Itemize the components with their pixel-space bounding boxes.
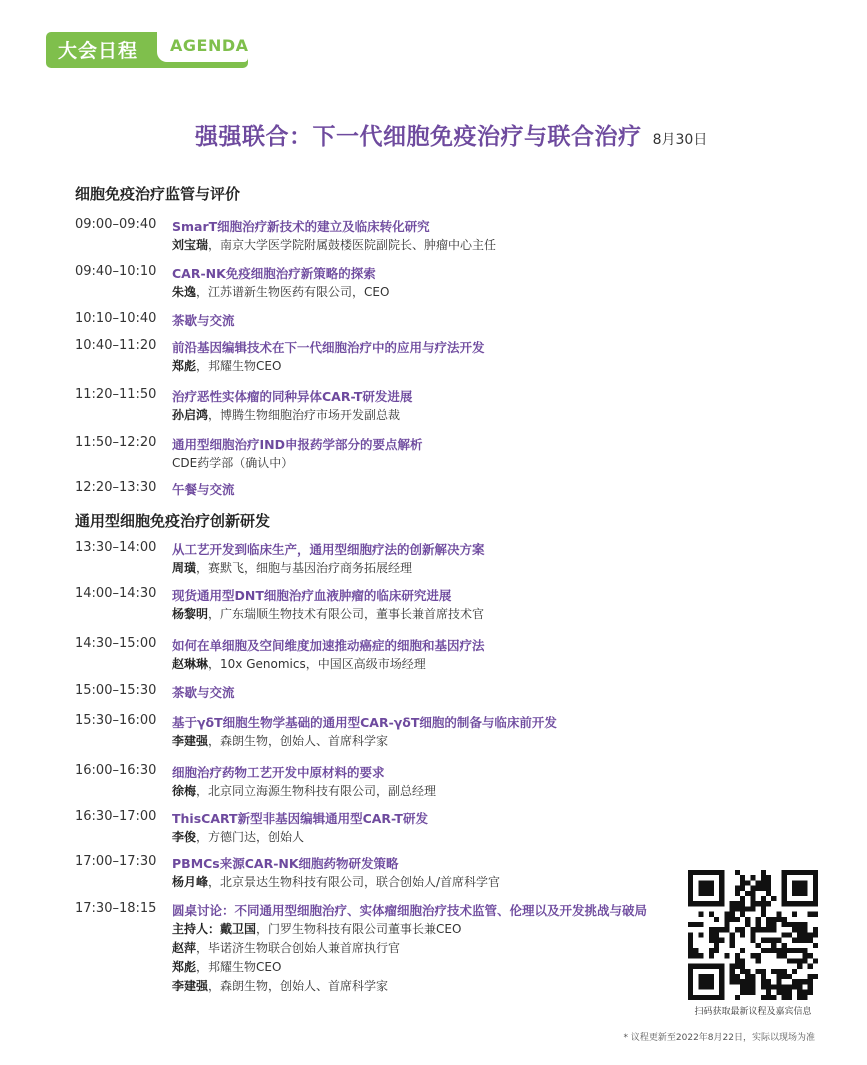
agenda-speaker [172,828,428,847]
footnote: * 议程更新至2022年8月22日，实际以现场为准 [623,1033,815,1043]
speaker-role: ，赛默飞，细胞与基因治疗商务拓展经理 [196,561,413,575]
speaker-role: ，毕诺济生物联合创始人兼首席执行官 [196,941,401,955]
agenda-talk [172,713,557,751]
agenda-speaker [172,977,647,996]
agenda-time: 16:00–16:30 [75,763,157,778]
agenda-talk [172,540,485,578]
speaker-name: 郑彪 [172,960,197,974]
speaker-role: ，北京景达生物科技有限公司，联合创始人/首席科学官 [208,875,501,889]
speaker-role: ，10x Genomics，中国区高级市场经理 [208,657,426,671]
agenda-time: 16:30–17:00 [75,809,157,824]
qr-caption: 扫码获取最新议程及嘉宾信息 [694,1007,812,1017]
agenda-speaker [172,732,557,751]
agenda-time: 11:20–11:50 [75,387,157,402]
agenda-time: 12:20–13:30 [75,480,157,495]
speaker-role: ，邦耀生物CEO [196,960,282,974]
agenda-speaker [172,454,423,473]
agenda-talk-title: PBMCs来源CAR-NK细胞药物研发策略 [172,856,399,871]
agenda-talk [172,338,485,376]
speaker-name: 刘宝瑞 [172,238,209,252]
agenda-talk-title: 通用型细胞治疗IND申报药学部分的要点解析 [172,437,423,452]
agenda-speaker [172,655,485,674]
agenda-time: 09:40–10:10 [75,264,157,279]
speaker-name: 杨黎明 [172,607,209,621]
speaker-name: 赵琳琳 [172,657,209,671]
speaker-role: ，南京大学医学院附属鼓楼医院副院长、肿瘤中心主任 [208,238,497,252]
agenda-speaker [172,782,436,801]
speaker-role: CDE药学部（确认中） [172,456,294,470]
agenda-talk [172,763,436,801]
agenda-talk-title: 现货通用型DNT细胞治疗血液肿瘤的临床研究进展 [172,588,452,603]
page-title-date: 8月30日 [652,132,708,148]
agenda-talk [172,480,235,499]
agenda-time: 09:00–09:40 [75,217,157,232]
agenda-talk [172,217,496,255]
agenda-talk [172,586,484,624]
agenda-talk [172,683,235,702]
agenda-talk-title: SmarT细胞治疗新技术的建立及临床转化研究 [172,219,430,234]
agenda-break-title: 茶歇与交流 [172,313,235,328]
speaker-role: ，博腾生物细胞治疗市场开发副总裁 [208,408,401,422]
agenda-speaker [172,406,412,425]
qr-code-image [688,870,818,1000]
agenda-time: 17:00–17:30 [75,854,157,869]
agenda-tag-cn: 大会日程 [58,40,139,62]
section-heading-regulation: 细胞免疫治疗监管与评价 [75,185,241,203]
agenda-speaker [172,283,389,302]
agenda-time: 10:10–10:40 [75,311,157,326]
speaker-name: 李建强 [172,979,209,993]
agenda-time: 11:50–12:20 [75,435,157,450]
agenda-time: 15:30–16:00 [75,713,157,728]
speaker-name: 李建强 [172,734,209,748]
agenda-time: 17:30–18:15 [75,901,157,916]
agenda-speaker [172,605,484,624]
agenda-talk [172,435,423,473]
speaker-name: 赵萍 [172,941,197,955]
agenda-time: 13:30–14:00 [75,540,157,555]
section-heading-universal: 通用型细胞免疫治疗创新研发 [75,512,271,530]
agenda-talk [172,901,647,996]
speaker-role: ，广东瑞顺生物技术有限公司，董事长兼首席技术官 [208,607,485,621]
agenda-talk [172,854,500,892]
speaker-role: ，方德门达，创始人 [196,830,305,844]
agenda-tag-en: AGENDA [170,36,249,55]
speaker-role: ，门罗生物科技有限公司董事长兼CEO [256,922,462,936]
agenda-talk-title: CAR-NK免疫细胞治疗新策略的探索 [172,266,376,281]
agenda-talk-title: 前沿基因编辑技术在下一代细胞治疗中的应用与疗法开发 [172,340,485,355]
agenda-talk-title: 圆桌讨论：不同通用型细胞治疗、实体瘤细胞治疗技术监管、伦理以及开发挑战与破局 [172,903,648,918]
agenda-break-title: 茶歇与交流 [172,685,235,700]
agenda-talk [172,809,428,847]
agenda-speaker [172,236,496,255]
agenda-talk-title: 细胞治疗药物工艺开发中原材料的要求 [172,765,385,780]
agenda-speaker [172,559,485,578]
agenda-talk [172,636,485,674]
agenda-talk [172,311,235,330]
agenda-talk [172,264,389,302]
speaker-name: 徐梅 [172,784,197,798]
agenda-time: 15:00–15:30 [75,683,157,698]
agenda-talk-title: 治疗恶性实体瘤的同种异体CAR-T研发进展 [172,389,413,404]
speaker-name: 周璜 [172,561,197,575]
agenda-time: 10:40–11:20 [75,338,157,353]
page-title [195,118,707,151]
speaker-name: 杨月峰 [172,875,209,889]
speaker-role: ，邦耀生物CEO [196,359,282,373]
agenda-speaker [172,939,647,958]
agenda-time: 14:00–14:30 [75,586,157,601]
speaker-role: ，森朗生物，创始人、首席科学家 [208,979,389,993]
speaker-name: 李俊 [172,830,197,844]
agenda-speaker [172,958,647,977]
speaker-role: ，江苏谱新生物医药有限公司，CEO [196,285,390,299]
agenda-tag [46,32,248,68]
page-title-main: 强强联合：下一代细胞免疫治疗与联合治疗 [195,124,642,150]
agenda-talk-title: ThisCART新型非基因编辑通用型CAR-T研发 [172,811,428,826]
agenda-time: 14:30–15:00 [75,636,157,651]
speaker-name: 郑彪 [172,359,197,373]
speaker-name: 孙启鸿 [172,408,209,422]
speaker-role: ，北京同立海源生物科技有限公司，副总经理 [196,784,437,798]
agenda-break-title: 午餐与交流 [172,482,235,497]
agenda-talk-title: 从工艺开发到临床生产，通用型细胞疗法的创新解决方案 [172,542,485,557]
agenda-speaker [172,873,500,892]
agenda-talk-title: 如何在单细胞及空间维度加速推动癌症的细胞和基因疗法 [172,638,485,653]
agenda-talk-title: 基于γδT细胞生物学基础的通用型CAR-γδT细胞的制备与临床前开发 [172,715,557,730]
agenda-speaker [172,920,647,939]
speaker-name: 主持人：戴卫国 [172,922,257,936]
speaker-role: ，森朗生物，创始人、首席科学家 [208,734,389,748]
agenda-speaker [172,357,485,376]
agenda-talk [172,387,412,425]
speaker-name: 朱逸 [172,285,197,299]
